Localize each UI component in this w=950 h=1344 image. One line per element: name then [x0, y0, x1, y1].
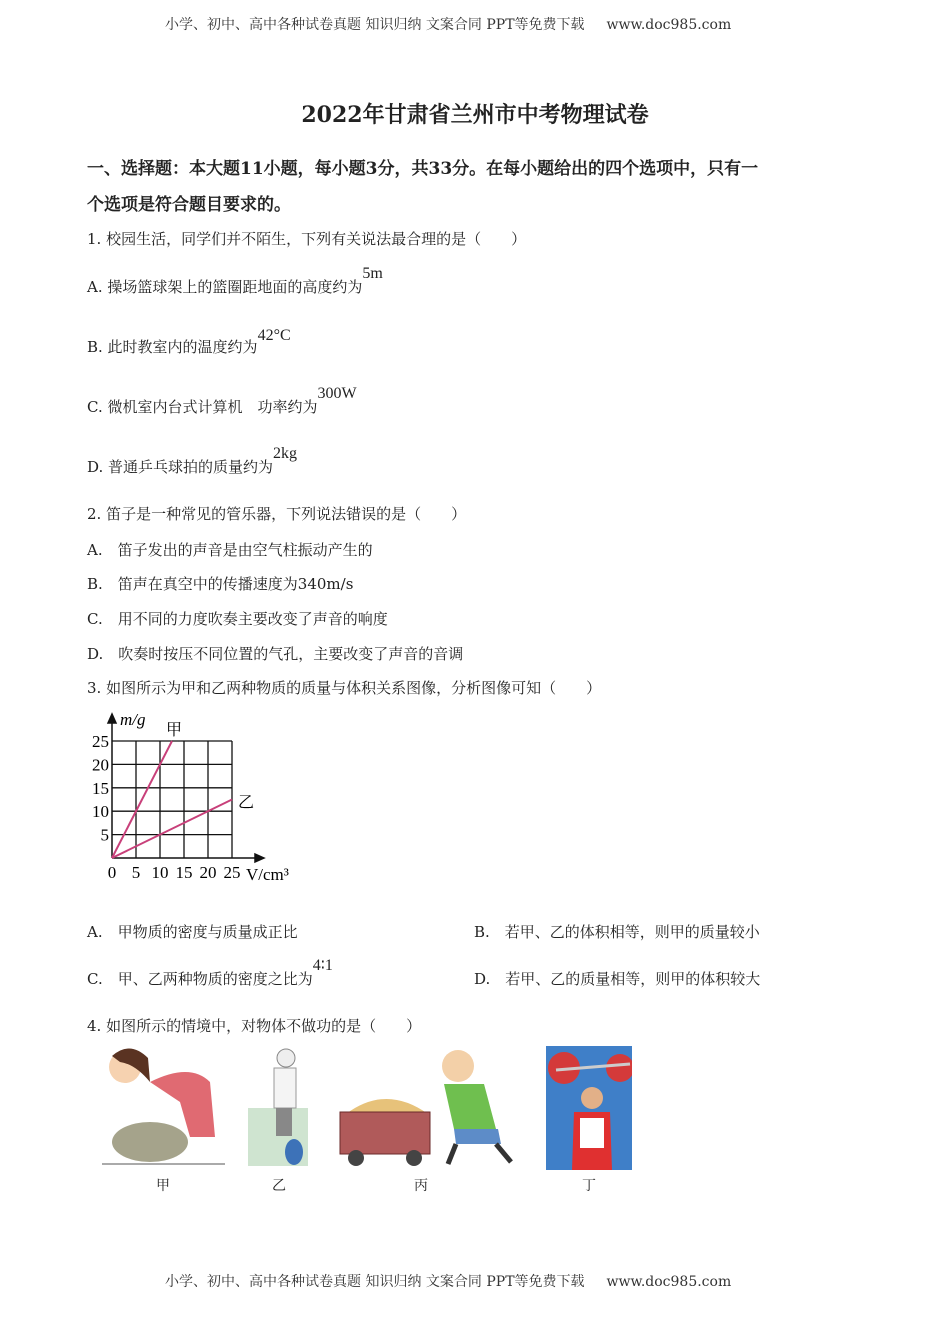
caption-bing: 丙	[414, 1178, 428, 1194]
figure-bing-boy-pushing-cart	[336, 1044, 526, 1170]
series-label: 乙	[238, 792, 255, 812]
q3-stem: 3. 如图所示为甲和乙两种物质的质量与体积关系图像，分析图像可知（ ）	[87, 679, 602, 697]
y-tick-label: 25	[92, 732, 109, 751]
x-tick-label: 5	[131, 863, 141, 882]
x-tick-label: 10	[151, 863, 169, 882]
q1-option-d: D. 普通乒乓球拍的质量约为2kg	[87, 445, 298, 476]
x-tick-label: 0	[107, 863, 117, 882]
x-axis-arrow	[255, 854, 264, 862]
caption-yi: 乙	[272, 1178, 286, 1194]
q2-option-a: A. 笛子发出的声音是由空气柱振动产生的	[87, 541, 373, 559]
figure-yi-man-carrying-bucket	[246, 1046, 312, 1168]
y-axis-arrow	[108, 714, 116, 723]
y-tick-label: 5	[100, 825, 109, 845]
page-footer	[165, 1271, 731, 1291]
header-text: 小学、初中、高中各种试卷真题 知识归纳 文案合同 PPT等免费下载	[165, 17, 585, 33]
mass-volume-graph	[80, 700, 310, 890]
q1-option-c: C. 微机室内台式计算机 功率约为300W	[87, 385, 357, 416]
q2-option-b: B. 笛声在真空中的传播速度为340m/s	[87, 575, 354, 593]
series-label: 甲	[166, 720, 183, 739]
q1-option-a: A. 操场篮球架上的篮圈距地面的高度约为5m	[87, 265, 383, 296]
q2-option-d: D. 吹奏时按压不同位置的气孔，主要改变了声音的音调	[87, 645, 464, 663]
y-tick-label: 20	[92, 755, 109, 775]
y-axis-label: m/g	[120, 710, 146, 729]
q3-option-c: C. 甲、乙两种物质的密度之比为4∶1	[87, 957, 333, 988]
page-title: 2022年甘肃省兰州市中考物理试卷	[301, 102, 649, 128]
q1-option-b: B. 此时教室内的温度约为42°C	[87, 327, 291, 356]
x-tick-label: 20	[199, 863, 217, 882]
x-tick-label: 15	[175, 863, 193, 882]
q4-stem: 4. 如图所示的情境中，对物体不做功的是（ ）	[87, 1017, 422, 1035]
section-heading-line2: 个选项是符合题目要求的。	[87, 195, 291, 215]
figure-jia-girl-pushing-rock	[90, 1042, 230, 1170]
x-tick-label: 25	[223, 863, 241, 882]
section-heading-line1: 一、选择题：本大题11小题，每小题3分，共33分。在每小题给出的四个选项中，只有一	[87, 159, 759, 179]
q3-option-d: D. 若甲、乙的质量相等，则甲的体积较大	[474, 970, 761, 988]
q3-option-a: A. 甲物质的密度与质量成正比	[87, 923, 298, 941]
q1-stem: 1. 校园生活，同学们并不陌生，下列有关说法最合理的是（ ）	[87, 230, 527, 248]
footer-url[interactable]: www.doc985.com	[606, 1274, 732, 1290]
page-header	[165, 14, 731, 34]
caption-ding: 丁	[582, 1178, 596, 1194]
q3-option-b: B. 若甲、乙的体积相等，则甲的质量较小	[474, 923, 760, 941]
q2-stem: 2. 笛子是一种常见的管乐器，下列说法错误的是（ ）	[87, 505, 467, 523]
series-line-yi	[112, 800, 232, 859]
y-tick-label: 15	[92, 778, 109, 798]
y-tick-label: 10	[92, 802, 109, 822]
header-url[interactable]: www.doc985.com	[606, 17, 732, 33]
footer-text: 小学、初中、高中各种试卷真题 知识归纳 文案合同 PPT等免费下载	[165, 1274, 585, 1290]
q2-option-c: C. 用不同的力度吹奏主要改变了声音的响度	[87, 610, 388, 628]
x-axis-label: V/cm³	[246, 865, 289, 884]
figure-ding-weightlifter	[546, 1046, 632, 1170]
caption-jia: 甲	[156, 1178, 170, 1194]
series-line-jia	[112, 741, 172, 858]
